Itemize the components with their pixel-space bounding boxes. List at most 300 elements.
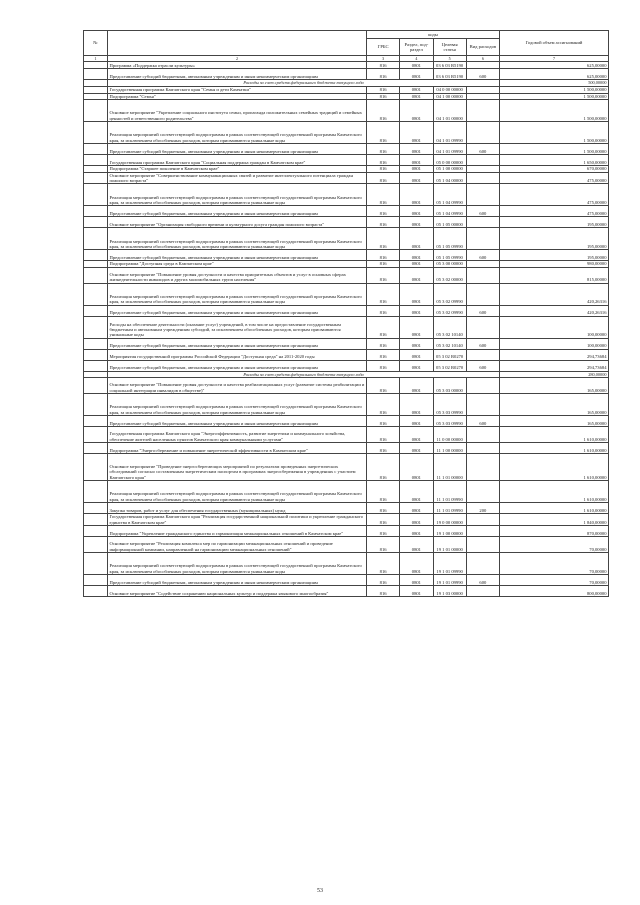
cell-sum: 980,00000 bbox=[500, 261, 609, 267]
cell-celevaya: 05 3 02 R0270 bbox=[433, 349, 466, 360]
cell-name: Реализация мероприятий соответствующей подпрограммы в рамках соответствующей государственной программы Камчатского края, за исключением обособленных расходов, которым присваиваются уникальные коды bbox=[108, 122, 367, 144]
cell-sum: 475,00000 bbox=[500, 172, 609, 184]
cell-celevaya: 05 3 02 10140 bbox=[433, 338, 466, 349]
cell-no bbox=[84, 378, 108, 394]
cell-vid bbox=[466, 283, 499, 305]
cell-grbs: 816 bbox=[367, 250, 400, 261]
cell-razdel: 0801 bbox=[400, 184, 433, 206]
cell-celevaya: 05 1 04 09990 bbox=[433, 184, 466, 206]
table-row bbox=[84, 86, 609, 93]
cell-no bbox=[84, 454, 108, 481]
cell-vid: 600 bbox=[466, 338, 499, 349]
cell-razdel: 0801 bbox=[400, 316, 433, 338]
cell-celevaya: 05 3 03 09990 bbox=[433, 394, 466, 416]
cell-celevaya: 11 0 00 00000 bbox=[433, 427, 466, 443]
cell-vid bbox=[466, 267, 499, 283]
cell-vid: 600 bbox=[466, 69, 499, 80]
budget-table bbox=[83, 30, 609, 597]
cell-grbs: 816 bbox=[367, 481, 400, 503]
cell-razdel: 0801 bbox=[400, 122, 433, 144]
cell-name: Предоставление субсидий бюджетным, автономным учреждениям и иным некоммерческим организациям bbox=[108, 69, 367, 80]
cell-name: Закупка товаров, работ и услуг для обеспечения государственных (муниципальных) нужд bbox=[108, 503, 367, 514]
col-header-razdel: Раздел, под-раздел bbox=[400, 39, 433, 56]
cell-razdel: 0801 bbox=[400, 172, 433, 184]
cell-celevaya: 05 0 00 00000 bbox=[433, 155, 466, 166]
cell-grbs: 816 bbox=[367, 416, 400, 427]
cell-grbs: 816 bbox=[367, 217, 400, 228]
cell-celevaya: 11 1 01 00000 bbox=[433, 454, 466, 481]
cell-razdel: 0801 bbox=[400, 305, 433, 316]
cell-name: Государственная программа Камчатского края "Энергоэффективность, развитие энергетики и коммунального хозяйства, обеспечение жителей населенных пунктов Камчатского края коммунальными услугами" bbox=[108, 427, 367, 443]
cell-sum: 625,00000 bbox=[500, 62, 609, 69]
cell-sum: 195,00000 bbox=[500, 250, 609, 261]
cell-vid bbox=[466, 172, 499, 184]
table-row bbox=[84, 586, 609, 597]
table-row bbox=[84, 217, 609, 228]
cell-sum: 100,00000 bbox=[500, 338, 609, 349]
cell-sum: 625,00000 bbox=[500, 69, 609, 80]
cell-celevaya: 05 3 02 R0270 bbox=[433, 360, 466, 371]
cell-name: Предоставление субсидий бюджетным, автономным учреждениям и иным некоммерческим организациям bbox=[108, 144, 367, 155]
cell-grbs: 816 bbox=[367, 526, 400, 537]
cell-no bbox=[84, 184, 108, 206]
cell-razdel: 0801 bbox=[400, 526, 433, 537]
cell-vid: 200 bbox=[466, 503, 499, 514]
cell-razdel: 0801 bbox=[400, 338, 433, 349]
cell-name: Государственная программа Камчатского края "Социальная поддержка граждан в Камчатском крае" bbox=[108, 155, 367, 166]
cell-no bbox=[84, 122, 108, 144]
col-header-sum: Годовой объем ассигнований bbox=[500, 31, 609, 56]
cell-sum: 195,00000 bbox=[500, 217, 609, 228]
cell-celevaya: 05 1 05 00000 bbox=[433, 217, 466, 228]
table-row bbox=[84, 184, 609, 206]
cell-vid: 600 bbox=[466, 575, 499, 586]
idx-cell: 5 bbox=[433, 56, 466, 62]
cell-razdel: 0801 bbox=[400, 537, 433, 553]
cell-sum: 294,73684 bbox=[500, 360, 609, 371]
cell-no bbox=[84, 349, 108, 360]
cell-grbs: 816 bbox=[367, 394, 400, 416]
table-row bbox=[84, 575, 609, 586]
cell-sum: 870,00000 bbox=[500, 526, 609, 537]
cell-celevaya: 11 1 01 09990 bbox=[433, 503, 466, 514]
cell-razdel: 0801 bbox=[400, 69, 433, 80]
cell-celevaya: 19 1 01 00000 bbox=[433, 537, 466, 553]
table-row bbox=[84, 443, 609, 454]
cell-no bbox=[84, 514, 108, 526]
idx-cell: 2 bbox=[108, 56, 367, 62]
table-row bbox=[84, 69, 609, 80]
cell-vid bbox=[466, 537, 499, 553]
cell-no bbox=[84, 155, 108, 166]
cell-name: Подпрограмма "Доступная среда в Камчатском крае" bbox=[108, 261, 367, 267]
cell-vid bbox=[466, 481, 499, 503]
cell-sum: 1 500,00000 bbox=[500, 93, 609, 99]
table-row bbox=[84, 228, 609, 250]
cell-celevaya: 03 6 03 R5190 bbox=[433, 69, 466, 80]
cell-razdel: 0801 bbox=[400, 416, 433, 427]
table-row bbox=[84, 172, 609, 184]
table-row bbox=[84, 526, 609, 537]
cell-sum: 1 500,00000 bbox=[500, 100, 609, 122]
cell-name: Предоставление субсидий бюджетным, автономным учреждениям и иным некоммерческим организациям bbox=[108, 206, 367, 217]
cell-name: Реализация мероприятий соответствующей подпрограммы в рамках соответствующей государственной программы Камчатского края, за исключением обособленных расходов, которым присваиваются уникальные коды bbox=[108, 481, 367, 503]
cell-grbs: 816 bbox=[367, 122, 400, 144]
cell-sum: 70,00000 bbox=[500, 537, 609, 553]
cell-name: Подпрограмма "Энергосбережение и повышение энергетической эффективности в Камчатском крае" bbox=[108, 443, 367, 454]
cell-no bbox=[84, 172, 108, 184]
cell-sum: 1 610,00000 bbox=[500, 443, 609, 454]
cell-sum: 70,00000 bbox=[500, 575, 609, 586]
cell-grbs: 816 bbox=[367, 184, 400, 206]
cell-no bbox=[84, 394, 108, 416]
cell-vid: 600 bbox=[466, 250, 499, 261]
cell-vid bbox=[466, 526, 499, 537]
cell-sum: 1 610,00000 bbox=[500, 503, 609, 514]
cell-grbs: 816 bbox=[367, 100, 400, 122]
idx-cell: 1 bbox=[84, 56, 108, 62]
cell-grbs: 816 bbox=[367, 228, 400, 250]
table-row bbox=[84, 155, 609, 166]
cell-razdel: 0801 bbox=[400, 62, 433, 69]
cell-name: Предоставление субсидий бюджетным, автономным учреждениям и иным некоммерческим организациям bbox=[108, 250, 367, 261]
cell-celevaya: 19 1 03 00000 bbox=[433, 586, 466, 597]
cell-sum: 420,26316 bbox=[500, 305, 609, 316]
cell-grbs: 816 bbox=[367, 553, 400, 575]
cell-sum: 800,00000 bbox=[500, 586, 609, 597]
cell-grbs: 816 bbox=[367, 283, 400, 305]
cell-name: Основное мероприятие "Повышение уровня доступности и качества приоритетных объектов и услуг в основных сферах жизнедеятельности инвалидов и других маломобильных групп населения" bbox=[108, 267, 367, 283]
cell-name: Основное мероприятие "Организация свободного времени и культурного досуга граждан пожилого возраста" bbox=[108, 217, 367, 228]
cell-vid bbox=[466, 454, 499, 481]
cell-no bbox=[84, 360, 108, 371]
cell-vid bbox=[466, 349, 499, 360]
cell-sum: 294,73684 bbox=[500, 349, 609, 360]
col-header-codes: коды bbox=[367, 31, 500, 39]
cell-name: Основное мероприятие "Проведение энергосберегающих мероприятий по результатам проведенных энергетических обследований согласно составленным энергетическим паспортам в программах энергосбережения в учреждениях с участием Камчатского края" bbox=[108, 454, 367, 481]
cell-no bbox=[84, 537, 108, 553]
cell-vid: 600 bbox=[466, 416, 499, 427]
cell-grbs: 816 bbox=[367, 86, 400, 93]
cell-sum: 165,00000 bbox=[500, 394, 609, 416]
cell-vid: 600 bbox=[466, 144, 499, 155]
cell-celevaya: 04 0 00 00000 bbox=[433, 86, 466, 93]
cell-name: Реализация мероприятий соответствующей подпрограммы в рамках соответствующей государственной программы Камчатского края, за исключением обособленных расходов, которым присваиваются уникальные коды bbox=[108, 553, 367, 575]
cell-vid bbox=[466, 443, 499, 454]
cell-razdel: 0801 bbox=[400, 349, 433, 360]
col-header-name bbox=[108, 31, 367, 56]
cell-razdel: 0801 bbox=[400, 206, 433, 217]
cell-name: Реализация мероприятий соответствующей подпрограммы в рамках соответствующей государственной программы Камчатского края, за исключением обособленных расходов, которым присваиваются уникальные коды bbox=[108, 394, 367, 416]
cell-no bbox=[84, 416, 108, 427]
cell-no bbox=[84, 316, 108, 338]
cell-razdel: 0801 bbox=[400, 586, 433, 597]
cell-vid bbox=[466, 184, 499, 206]
cell-grbs: 816 bbox=[367, 144, 400, 155]
cell-vid bbox=[466, 122, 499, 144]
table-row bbox=[84, 305, 609, 316]
cell-name: Предоставление субсидий бюджетным, автономным учреждениям и иным некоммерческим организациям bbox=[108, 338, 367, 349]
cell-sum: 165,00000 bbox=[500, 416, 609, 427]
cell-no bbox=[84, 443, 108, 454]
cell-celevaya: 05 1 05 09990 bbox=[433, 250, 466, 261]
cell-celevaya: 05 3 02 09990 bbox=[433, 305, 466, 316]
cell-name: Предоставление субсидий бюджетным, автономным учреждениям и иным некоммерческим организациям bbox=[108, 575, 367, 586]
table-row bbox=[84, 349, 609, 360]
cell-name: Государственная программа Камчатского края "Реализация государственной национальной политики и укрепление гражданского единства в Камчатском крае" bbox=[108, 514, 367, 526]
cell-grbs: 816 bbox=[367, 514, 400, 526]
idx-cell: 7 bbox=[500, 56, 609, 62]
cell-razdel: 0801 bbox=[400, 378, 433, 394]
cell-vid bbox=[466, 316, 499, 338]
cell-grbs: 816 bbox=[367, 427, 400, 443]
cell-razdel: 0801 bbox=[400, 427, 433, 443]
cell-razdel: 0801 bbox=[400, 514, 433, 526]
table-row bbox=[84, 503, 609, 514]
cell-razdel: 0801 bbox=[400, 93, 433, 99]
cell-name: Государственная программа Камчатского края "Семья и дети Камчатки" bbox=[108, 86, 367, 93]
cell-razdel: 0801 bbox=[400, 144, 433, 155]
cell-name: Мероприятия государственной программы Российской Федерации "Доступная среда" на 2011-2020 годы bbox=[108, 349, 367, 360]
cell-sum: 420,26316 bbox=[500, 283, 609, 305]
cell-sum: 475,00000 bbox=[500, 184, 609, 206]
cell-sum: 195,00000 bbox=[500, 228, 609, 250]
cell-grbs: 816 bbox=[367, 443, 400, 454]
cell-sum: 475,00000 bbox=[500, 206, 609, 217]
cell-razdel: 0801 bbox=[400, 261, 433, 267]
cell-razdel: 0801 bbox=[400, 553, 433, 575]
cell-sum: 500,00000 bbox=[500, 80, 609, 86]
cell-name: Подпрограмма "Старшее поколение в Камчатском крае" bbox=[108, 166, 367, 172]
cell-no bbox=[84, 217, 108, 228]
table-row bbox=[84, 62, 609, 69]
cell-vid bbox=[466, 514, 499, 526]
cell-name: Предоставление субсидий бюджетным, автономным учреждениям и иным некоммерческим организациям bbox=[108, 305, 367, 316]
cell-no bbox=[84, 283, 108, 305]
cell-sum: 1 650,00000 bbox=[500, 155, 609, 166]
cell-vid bbox=[466, 427, 499, 443]
cell-sum: 1 840,00000 bbox=[500, 514, 609, 526]
cell-no bbox=[84, 69, 108, 80]
table-row bbox=[84, 514, 609, 526]
table-row bbox=[84, 250, 609, 261]
cell-razdel: 0801 bbox=[400, 250, 433, 261]
col-header-celevaya: Целевая статья bbox=[433, 39, 466, 56]
cell-no bbox=[84, 338, 108, 349]
cell-name: Реализация мероприятий соответствующей подпрограммы в рамках соответствующей государственной программы Камчатского края, за исключением обособленных расходов, которым присваиваются уникальные коды bbox=[108, 228, 367, 250]
cell-name: Предоставление субсидий бюджетным, автономным учреждениям и иным некоммерческим организациям bbox=[108, 360, 367, 371]
cell-no bbox=[84, 503, 108, 514]
cell-razdel: 0801 bbox=[400, 228, 433, 250]
cell-vid bbox=[466, 394, 499, 416]
cell-sum: 165,00000 bbox=[500, 378, 609, 394]
cell-sum: 1 610,00000 bbox=[500, 454, 609, 481]
cell-name: Расходы на обеспечение деятельности (оказание услуг) учреждений, в том числе на предоставление государственным бюджетным и автономным учреждениям субсидий, за исключением обособленных расходов, которым присваиваются уникальные коды bbox=[108, 316, 367, 338]
cell-vid bbox=[466, 155, 499, 166]
cell-no bbox=[84, 144, 108, 155]
cell-celevaya: 11 1 01 09990 bbox=[433, 481, 466, 503]
cell-celevaya: 05 3 03 09990 bbox=[433, 416, 466, 427]
cell-grbs: 816 bbox=[367, 537, 400, 553]
cell-grbs: 816 bbox=[367, 155, 400, 166]
cell-no bbox=[84, 526, 108, 537]
cell-vid bbox=[466, 62, 499, 69]
cell-sum: 815,00000 bbox=[500, 267, 609, 283]
page-number: 53 bbox=[317, 888, 323, 894]
cell-name: Предоставление субсидий бюджетным, автономным учреждениям и иным некоммерческим организациям bbox=[108, 416, 367, 427]
cell-no bbox=[84, 305, 108, 316]
cell-celevaya: 05 1 00 00000 bbox=[433, 166, 466, 172]
cell-sum: 670,00000 bbox=[500, 166, 609, 172]
cell-razdel: 0801 bbox=[400, 360, 433, 371]
cell-name: Подпрограмма "Укрепление гражданского единства и гармонизация межнациональных отношений в Камчатском крае" bbox=[108, 526, 367, 537]
cell-no bbox=[84, 206, 108, 217]
cell-vid bbox=[466, 217, 499, 228]
table-row bbox=[84, 100, 609, 122]
idx-cell: 3 bbox=[367, 56, 400, 62]
table-row bbox=[84, 206, 609, 217]
cell-celevaya: 05 3 00 00000 bbox=[433, 261, 466, 267]
cell-razdel: 0801 bbox=[400, 100, 433, 122]
cell-vid: 600 bbox=[466, 305, 499, 316]
cell-no bbox=[84, 575, 108, 586]
cell-celevaya: 05 3 03 00000 bbox=[433, 378, 466, 394]
cell-grbs: 816 bbox=[367, 360, 400, 371]
table-row bbox=[84, 267, 609, 283]
cell-no bbox=[84, 86, 108, 93]
cell-celevaya: 19 1 01 09990 bbox=[433, 575, 466, 586]
table-row bbox=[84, 360, 609, 371]
cell-razdel: 0801 bbox=[400, 503, 433, 514]
cell-name: Реализация мероприятий соответствующей подпрограммы в рамках соответствующей государственной программы Камчатского края, за исключением обособленных расходов, которым присваиваются уникальные коды bbox=[108, 283, 367, 305]
cell-no bbox=[84, 228, 108, 250]
cell-grbs: 816 bbox=[367, 69, 400, 80]
cell-celevaya: 05 1 04 09990 bbox=[433, 206, 466, 217]
cell-grbs: 816 bbox=[367, 316, 400, 338]
table-row bbox=[84, 144, 609, 155]
table-row bbox=[84, 378, 609, 394]
cell-grbs: 816 bbox=[367, 575, 400, 586]
cell-razdel: 0801 bbox=[400, 86, 433, 93]
cell-name: Основное мероприятие "Реализация комплекса мер по гармонизации межнациональных отношений и проведение информационной кампании, направленной на гармонизацию межнациональных отношений" bbox=[108, 537, 367, 553]
cell-celevaya: 05 3 02 00000 bbox=[433, 267, 466, 283]
cell-razdel: 0801 bbox=[400, 217, 433, 228]
cell-razdel: 0801 bbox=[400, 575, 433, 586]
cell-grbs: 816 bbox=[367, 172, 400, 184]
cell-name: Основное мероприятие "Совершенствование коммуникационных связей и развитие интеллектуального потенциала граждан пожилого возраста" bbox=[108, 172, 367, 184]
cell-sum: 70,00000 bbox=[500, 553, 609, 575]
cell-vid bbox=[466, 553, 499, 575]
cell-sum: 280,00000 bbox=[500, 371, 609, 377]
cell-razdel: 0801 bbox=[400, 481, 433, 503]
cell-vid bbox=[466, 228, 499, 250]
cell-no bbox=[84, 481, 108, 503]
table-body bbox=[84, 62, 609, 597]
cell-no bbox=[84, 427, 108, 443]
cell-name: Основное мероприятие "Укрепление социального института семьи, пропаганда положительных семейных традиций и семейных ценностей и ответственного родительства" bbox=[108, 100, 367, 122]
cell-grbs: 816 bbox=[367, 349, 400, 360]
cell-grbs: 816 bbox=[367, 378, 400, 394]
cell-name: Подпрограмма "Семья" bbox=[108, 93, 367, 99]
cell-grbs: 816 bbox=[367, 93, 400, 99]
table-row bbox=[84, 316, 609, 338]
table-row bbox=[84, 454, 609, 481]
col-header-grbs: ГРБС bbox=[367, 39, 400, 56]
table-row bbox=[84, 394, 609, 416]
cell-razdel: 0801 bbox=[400, 394, 433, 416]
cell-vid: 600 bbox=[466, 206, 499, 217]
cell-sum: 1 610,00000 bbox=[500, 427, 609, 443]
cell-grbs: 816 bbox=[367, 503, 400, 514]
cell-vid bbox=[466, 86, 499, 93]
col-header-vid: Вид расходов bbox=[466, 39, 499, 56]
cell-celevaya: 04 1 01 09990 bbox=[433, 144, 466, 155]
cell-grbs: 816 bbox=[367, 267, 400, 283]
table-row bbox=[84, 427, 609, 443]
cell-name: Основное мероприятие "Содействие сохранению национальных культур и поддержка языкового многообразия" bbox=[108, 586, 367, 597]
cell-name: Основное мероприятие "Повышение уровня доступности и качества реабилитационных услуг (развитие системы реабилитации и социальной интеграции инвалидов в обществе)" bbox=[108, 378, 367, 394]
table-row bbox=[84, 553, 609, 575]
cell-vid bbox=[466, 586, 499, 597]
cell-celevaya: 04 1 01 09990 bbox=[433, 122, 466, 144]
idx-cell: 6 bbox=[466, 56, 499, 62]
table-row bbox=[84, 416, 609, 427]
cell-note: Расходы за счет средств федерального бюджета текущего года bbox=[108, 80, 500, 86]
cell-razdel: 0801 bbox=[400, 166, 433, 172]
cell-name: Реализация мероприятий соответствующей подпрограммы в рамках соответствующей государственной программы Камчатского края, за исключением обособленных расходов, которым присваиваются уникальные коды bbox=[108, 184, 367, 206]
cell-vid bbox=[466, 100, 499, 122]
table-row bbox=[84, 537, 609, 553]
budget-table-sheet bbox=[83, 30, 609, 597]
cell-razdel: 0801 bbox=[400, 283, 433, 305]
cell-sum: 1 500,00000 bbox=[500, 144, 609, 155]
cell-grbs: 816 bbox=[367, 261, 400, 267]
table-row bbox=[84, 122, 609, 144]
cell-no bbox=[84, 586, 108, 597]
cell-celevaya: 11 1 00 00000 bbox=[433, 443, 466, 454]
cell-sum: 1 610,00000 bbox=[500, 481, 609, 503]
cell-razdel: 0801 bbox=[400, 443, 433, 454]
cell-sum: 1 500,00000 bbox=[500, 86, 609, 93]
cell-no bbox=[84, 62, 108, 69]
cell-grbs: 816 bbox=[367, 305, 400, 316]
cell-grbs: 816 bbox=[367, 166, 400, 172]
cell-celevaya: 03 6 03 R5190 bbox=[433, 62, 466, 69]
cell-celevaya: 05 1 04 00000 bbox=[433, 172, 466, 184]
cell-razdel: 0801 bbox=[400, 454, 433, 481]
cell-no bbox=[84, 100, 108, 122]
cell-vid: 600 bbox=[466, 360, 499, 371]
cell-celevaya: 05 3 02 09990 bbox=[433, 283, 466, 305]
cell-celevaya: 05 3 02 10140 bbox=[433, 316, 466, 338]
cell-name: Программа «Поддержка отрасли культуры» bbox=[108, 62, 367, 69]
cell-celevaya: 04 1 00 00000 bbox=[433, 93, 466, 99]
cell-sum: 100,00000 bbox=[500, 316, 609, 338]
cell-celevaya: 19 1 01 09990 bbox=[433, 553, 466, 575]
table-row bbox=[84, 338, 609, 349]
idx-cell: 4 bbox=[400, 56, 433, 62]
cell-celevaya: 04 1 01 00000 bbox=[433, 100, 466, 122]
cell-grbs: 816 bbox=[367, 586, 400, 597]
col-header-no: № bbox=[84, 31, 108, 56]
cell-grbs: 816 bbox=[367, 454, 400, 481]
cell-no bbox=[84, 553, 108, 575]
cell-grbs: 816 bbox=[367, 206, 400, 217]
cell-vid bbox=[466, 378, 499, 394]
cell-sum: 1 500,00000 bbox=[500, 122, 609, 144]
cell-razdel: 0801 bbox=[400, 155, 433, 166]
cell-razdel: 0801 bbox=[400, 267, 433, 283]
